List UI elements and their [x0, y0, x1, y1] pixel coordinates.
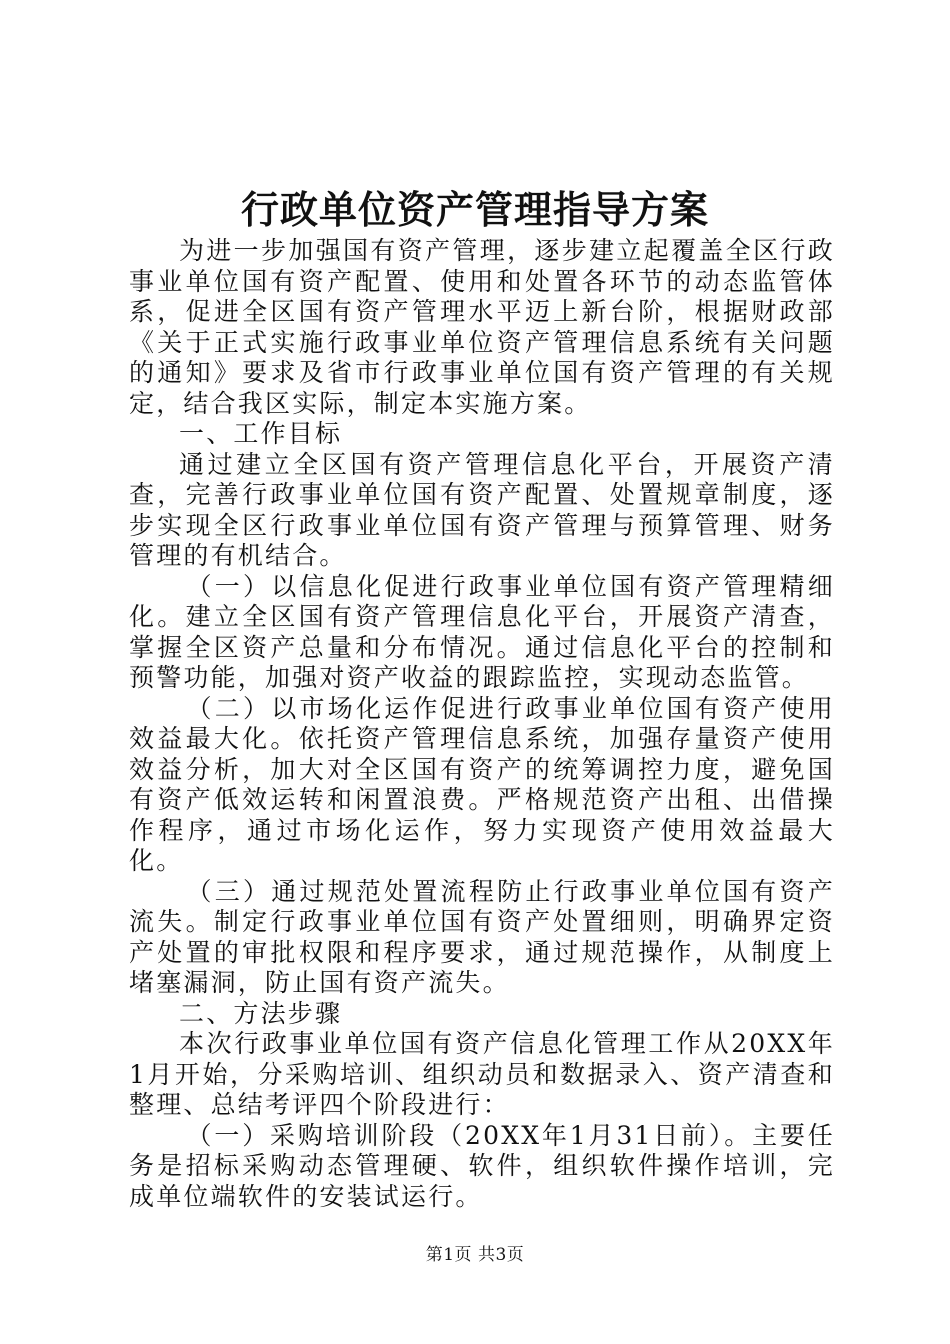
- intro-paragraph: 为进一步加强国有资产管理，逐步建立起覆盖全区行政事业单位国有资产配置、使用和处置各环节的动态监管体系，促进全区国有资产管理水平迈上新台阶，根据财政部《关于正式实施行政事业单位资产管理信息系统有关问题的通知》要求及省市行政事业单位国有资产管理的有关规定，结合我区实际，制定本实施方案。: [129, 236, 835, 418]
- goal-item-2: （二）以市场化运作促进行政事业单位国有资产使用效益最大化。依托资产管理信息系统，加强存量资产使用效益分析，加大对全区国有资产的统筹调控力度，避免国有资产低效运转和闲置浪费。严格规范资产出租、出借操作程序，通过市场化运作，努力实现资产使用效益最大化。: [129, 693, 835, 875]
- document-body: [129, 236, 835, 1212]
- steps-paragraph: 本次行政事业单位国有资产信息化管理工作从20XX年1月开始，分采购培训、组织动员和数据录入、资产清查和整理、总结考评四个阶段进行：: [129, 1029, 835, 1119]
- goal-item-1: （一）以信息化促进行政事业单位国有资产管理精细化。建立全区国有资产管理信息化平台，开展资产清查，掌握全区资产总量和分布情况。通过信息化平台的控制和预警功能，加强对资产收益的跟踪监控，实现动态监管。: [129, 571, 835, 692]
- document-title: 行政单位资产管理指导方案: [240, 187, 709, 232]
- section-heading-steps: 二、方法步骤: [179, 998, 343, 1028]
- goal-item-3: （三）通过规范处置流程防止行政事业单位国有资产流失。制定行政事业单位国有资产处置细则，明确界定资产处置的审批权限和程序要求，通过规范操作，从制度上堵塞漏洞，防止国有资产流失。: [129, 876, 835, 997]
- goals-paragraph: 通过建立全区国有资产管理信息化平台，开展资产清查，完善行政事业单位国有资产配置、处置规章制度，逐步实现全区行政事业单位国有资产管理与预算管理、财务管理的有机结合。: [129, 449, 835, 570]
- step-item-1: （一）采购培训阶段（20XX年1月31日前）。主要任务是招标采购动态管理硬、软件，组织软件操作培训，完成单位端软件的安装试运行。: [129, 1120, 835, 1211]
- section-heading-goals: 一、工作目标: [179, 419, 343, 448]
- page-footer: 第1页 共3页: [425, 1245, 525, 1265]
